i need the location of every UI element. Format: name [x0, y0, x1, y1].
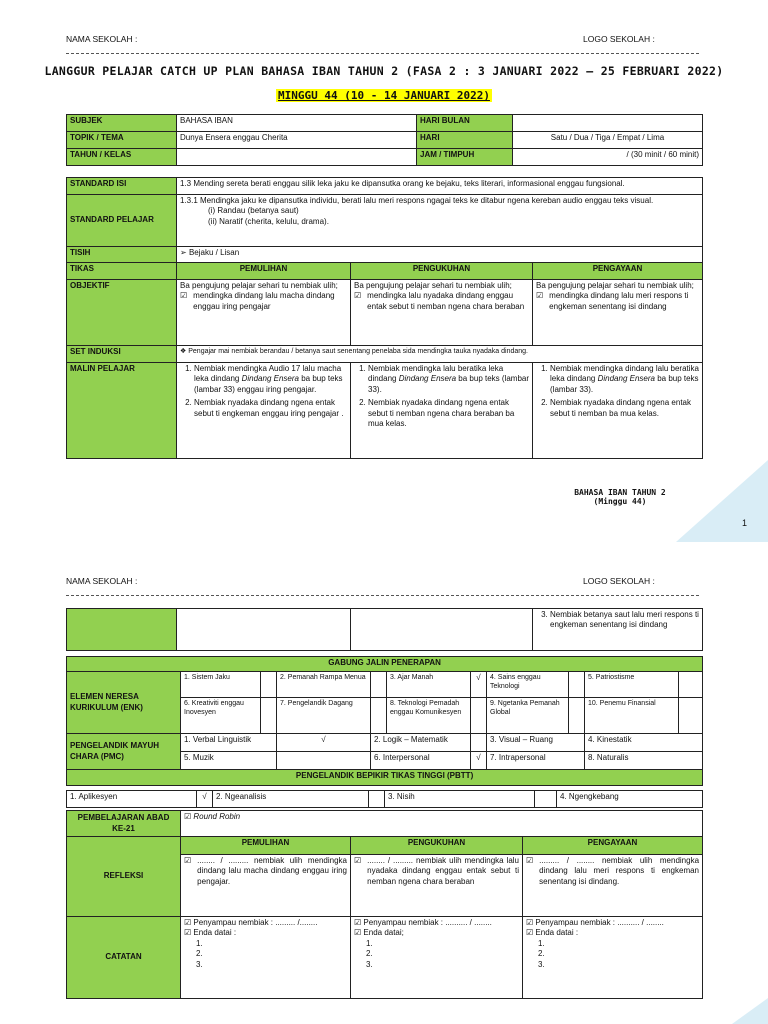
checkbox-checked-icon: ☑ — [526, 928, 536, 938]
enk-item: 7. Pengelandik Dagang — [277, 698, 371, 734]
set-induksi-cell — [177, 346, 703, 363]
enk-item: 5. Patriostisme — [585, 672, 679, 698]
jam-label: JAM / TIMPUH — [417, 149, 513, 166]
enda-datai-text: Enda datai : — [535, 928, 579, 938]
continuation-table — [66, 608, 703, 651]
enk-item: 1. Sistem Jaku — [181, 672, 261, 698]
check-mark: √ — [471, 672, 487, 698]
pmc-item: 2. Logik – Matematik — [371, 734, 471, 752]
list-item: 1. Nembiak mendingka lalu beratika leka dindang Dindang Ensera ba bup teks (lambar 33). — [368, 364, 529, 395]
arrow-bullet-icon: ➢ — [180, 248, 189, 257]
enk-item: 9. Ngetanka Pemanah Global — [487, 698, 569, 734]
subjek-value: BAHASA IBAN — [177, 115, 417, 132]
list-item: 2. Nembiak nyadaka dindang ngena entak sebut ti nemban ngena chara beraban ba mua kelas. — [368, 398, 529, 429]
set-induksi-label: SET INDUKSI — [67, 346, 177, 363]
checkbox-checked-icon: ☑ — [536, 291, 544, 301]
malin-pengayaan — [533, 363, 703, 459]
catatan-pengayaan: ☑ Penyampau nembiak : .......... / ........ ☑ Enda datai : 1. 2. 3. — [523, 917, 703, 999]
pbtt-table — [66, 790, 703, 808]
refleksi-pengukuhan — [351, 855, 523, 917]
malin-pengukuhan — [351, 363, 533, 459]
pemulihan-header: PEMULIHAN — [177, 263, 351, 280]
page-2 — [0, 548, 768, 1024]
malin-pengukuhan-cont — [351, 609, 533, 651]
refleksi-pengayaan — [523, 855, 703, 917]
catatan-label: CATATAN — [67, 917, 181, 999]
pmc-label: PENGELANDIK MAYUH CHARA (PMC) — [67, 734, 181, 770]
enk-item: 4. Sains enggau Teknologi — [487, 672, 569, 698]
page-title: LANGGUR PELAJAR CATCH UP PLAN BAHASA IBAN TAHUN 2 (FASA 2 : 3 JANUARI 2022 – 25 FEBRUARI 2022) — [44, 64, 724, 78]
list-item: 2. Nembiak nyadaka dindang ngena entak sebut ti engkeman enggau iring pengajar . — [194, 398, 347, 419]
reflection-table — [66, 810, 703, 999]
penyampau-text: Penyampau nembiak : ......... /........ — [193, 918, 318, 927]
objektif-intro: Ba pengujung pelajar sehari tu nembiak ulih; — [354, 281, 512, 290]
refleksi-text: ......... / ........ nembiak ulih mendingka dindang lalu meri respons ti engkeman senentang isi dindang. — [539, 856, 700, 886]
refleksi-label: REFLEKSI — [67, 837, 181, 917]
list-item: 3. Nembiak betanya saut lalu meri respons ti engkeman senentang isi dindang — [550, 610, 699, 631]
list-item: 1. Nembiak mendingka Audio 17 lalu macha leka dindang Dindang Ensera ba bup teks (lambar 33) enggau iring pengajar. — [194, 364, 347, 395]
footer-line-2: (Minggu 44) — [593, 497, 647, 506]
header-divider — [66, 53, 699, 54]
catatan-pemulihan: ☑ Penyampau nembiak : ......... /........ ☑ Enda datai : 1. 2. 3. — [181, 917, 351, 999]
refleksi-text: ........ / ......... nembiak ulih mendingka lalu nyadaka dindang enggau entak sebut ti nemban ngena chara beraban — [367, 856, 519, 886]
page-number: 1 — [742, 518, 748, 528]
school-name-label: NAMA SEKOLAH : — [66, 34, 138, 44]
malin-pelajar-cont-label — [67, 609, 177, 651]
enk-item: 6. Kreativiti enggau Inovesyen — [181, 698, 261, 734]
pmc-item: 5. Muzik — [181, 752, 277, 770]
checkbox-checked-icon: ☑ — [354, 918, 364, 927]
diamond-bullet-icon: ❖ — [180, 348, 189, 355]
catatan-pengukuhan: ☑ Penyampau nembiak : .......... / ........ ☑ Enda datai; 1. 2. 3. — [351, 917, 523, 999]
pengukuhan-header: PENGUKUHAN — [351, 837, 523, 855]
week-subtitle: MINGGU 44 (10 - 14 JANUARI 2022) — [278, 89, 490, 102]
pengayaan-header: PENGAYAAN — [533, 263, 703, 280]
set-induksi-value: Pengajar mai nembiak berandau / betanya saut senentang penelaba sida mendingka tauka nyadaka dindang. — [188, 348, 528, 355]
objektif-text: mendingka dindang lalu macha dindang enggau iring pengajar — [193, 291, 335, 311]
school-logo-label: LOGO SEKOLAH : — [583, 576, 655, 586]
pbtt-item: 1. Aplikesyen — [67, 791, 197, 808]
checkbox-checked-icon: ☑ — [184, 918, 194, 927]
abad-cell — [181, 811, 703, 837]
hari-value: Satu / Dua / Tiga / Empat / Lima — [513, 132, 703, 149]
pbtt-item: 4. Ngengkebang — [557, 791, 703, 808]
abad-label: PEMBELAJARAN ABAD KE-21 — [67, 811, 181, 837]
refleksi-pemulihan — [181, 855, 351, 917]
enk-item: 3. Ajar Manah — [387, 672, 471, 698]
objektif-text: mendingka dindang lalu meri respons ti engkeman senentang isi dindang — [549, 291, 689, 311]
malin-pemulihan-cont — [177, 609, 351, 651]
pbtt-item: 2. Ngeanalisis — [213, 791, 369, 808]
refleksi-text: ........ / ......... nembiak ulih mendingka dindang lalu macha dindang enggau iring pengajar. — [197, 856, 347, 886]
subjek-label: SUBJEK — [67, 115, 177, 132]
footer-line-1: BAHASA IBAN TAHUN 2 — [574, 488, 666, 497]
penyampau-text: Penyampau nembiak : .......... / ........ — [363, 918, 492, 927]
objektif-pengayaan — [533, 280, 703, 346]
list-item: 2. Nembiak nyadaka dindang ngena entak sebut ti nemban ba mua kelas. — [550, 398, 699, 419]
malin-pelajar-label: MALIN PELAJAR — [67, 363, 177, 459]
enk-item: 8. Teknologi Pemadah enggau Komunikesyen — [387, 698, 471, 734]
checkbox-checked-icon: ☑ — [180, 291, 188, 301]
checkbox-checked-icon: ☑ — [526, 918, 536, 927]
gabung-header: GABUNG JALIN PENERAPAN — [67, 657, 703, 672]
malin-pemulihan — [177, 363, 351, 459]
pmc-item: 6. Interpersonal — [371, 752, 471, 770]
objektif-intro: Ba pengujung pelajar sehari tu nembiak ulih; — [180, 281, 338, 290]
abad-value: Round Robin — [193, 812, 241, 821]
enk-label: ELEMEN NERESA KURIKULUM (ENK) — [67, 672, 181, 734]
objektif-pengukuhan — [351, 280, 533, 346]
enda-datai-text: Enda datai : — [193, 928, 237, 938]
checkbox-checked-icon: ☑ — [184, 812, 194, 821]
topik-value: Dunya Ensera enggau Cherita — [177, 132, 417, 149]
school-logo-label: LOGO SEKOLAH : — [583, 34, 655, 44]
tahun-value — [177, 149, 417, 166]
hari-label: HARI — [417, 132, 513, 149]
info-table — [66, 114, 703, 166]
hari-bulan-label: HARI BULAN — [417, 115, 513, 132]
pbtt-header: PENGELANDIK BEPIKIR TIKAS TINGGI (PBTT) — [67, 770, 703, 786]
objektif-intro: Ba pengujung pelajar sehari tu nembiak ulih; — [536, 281, 694, 290]
decorative-triangle — [732, 998, 768, 1024]
tahun-label: TAHUN / KELAS — [67, 149, 177, 166]
standard-pelajar-i: (i) Randau (betanya saut) — [208, 206, 299, 216]
objektif-label: OBJEKTIF — [67, 280, 177, 346]
header-divider — [66, 595, 699, 596]
hari-bulan-value — [513, 115, 703, 132]
pbtt-item: 3. Nisih — [385, 791, 535, 808]
checkbox-checked-icon: ☑ — [354, 291, 362, 301]
standard-isi-value: 1.3 Mending sereta berati enggau silik leka jaku ke dipansutka orang ke bejaku, teks literari, informasional enggau fungsional. — [177, 178, 703, 195]
enda-datai-text: Enda datai; — [363, 928, 404, 938]
standard-pelajar-value: 1.3.1 Mendingka jaku ke dipansutka individu, berati lalu meri respons ngagai teks ke ditabur ngena kereban audio enggau teks visual. — [180, 196, 654, 205]
checkbox-checked-icon: ☑ — [354, 856, 362, 865]
decorative-triangle — [676, 460, 768, 542]
check-mark: √ — [197, 791, 213, 808]
checkbox-checked-icon: ☑ — [526, 856, 534, 865]
gabung-table — [66, 656, 703, 786]
tisih-value: Bejaku / Lisan — [188, 248, 240, 257]
check-mark: √ — [277, 734, 371, 752]
pmc-item: 4. Kinestatik — [585, 734, 703, 752]
standard-isi-label: STANDARD ISI — [67, 178, 177, 195]
checkbox-checked-icon: ☑ — [354, 928, 364, 938]
standard-pelajar-ii: (ii) Naratif (cherita, kelulu, drama). — [208, 216, 329, 226]
pengayaan-header: PENGAYAAN — [523, 837, 703, 855]
tikas-label: TIKAS — [67, 263, 177, 280]
enk-item: 10. Penemu Finansial — [585, 698, 679, 734]
lesson-table — [66, 177, 703, 459]
penyampau-text: Penyampau nembiak : .......... / ........ — [535, 918, 664, 927]
pmc-item: 1. Verbal Linguistik — [181, 734, 277, 752]
topik-label: TOPIK / TEMA — [67, 132, 177, 149]
pmc-item: 7. Intrapersonal — [487, 752, 585, 770]
pengukuhan-header: PENGUKUHAN — [351, 263, 533, 280]
tisih-cell — [177, 247, 703, 263]
checkbox-checked-icon: ☑ — [184, 856, 192, 865]
pmc-item: 8. Naturalis — [585, 752, 703, 770]
school-name-label: NAMA SEKOLAH : — [66, 576, 138, 586]
list-item: 1. Nembiak mendingka dindang lalu beratika leka dindang Dindang Ensera ba bup teks (lambar 33). — [550, 364, 699, 395]
tisih-label: TISIH — [67, 247, 177, 263]
checkbox-checked-icon: ☑ — [184, 928, 194, 938]
standard-pelajar-cell — [177, 195, 703, 247]
pemulihan-header: PEMULIHAN — [181, 837, 351, 855]
check-mark: √ — [471, 752, 487, 770]
standard-pelajar-label: STANDARD PELAJAR — [67, 195, 177, 247]
footer-label — [560, 488, 680, 506]
jam-value: / (30 minit / 60 minit) — [513, 149, 703, 166]
enk-item: 2. Pemanah Rampa Menua — [277, 672, 371, 698]
objektif-pemulihan — [177, 280, 351, 346]
malin-pengayaan-cont — [533, 609, 703, 651]
pmc-item: 3. Visual – Ruang — [487, 734, 585, 752]
objektif-text: mendingka lalu nyadaka dindang enggau entak sebut ti nemban ngena chara beraban — [367, 291, 525, 311]
